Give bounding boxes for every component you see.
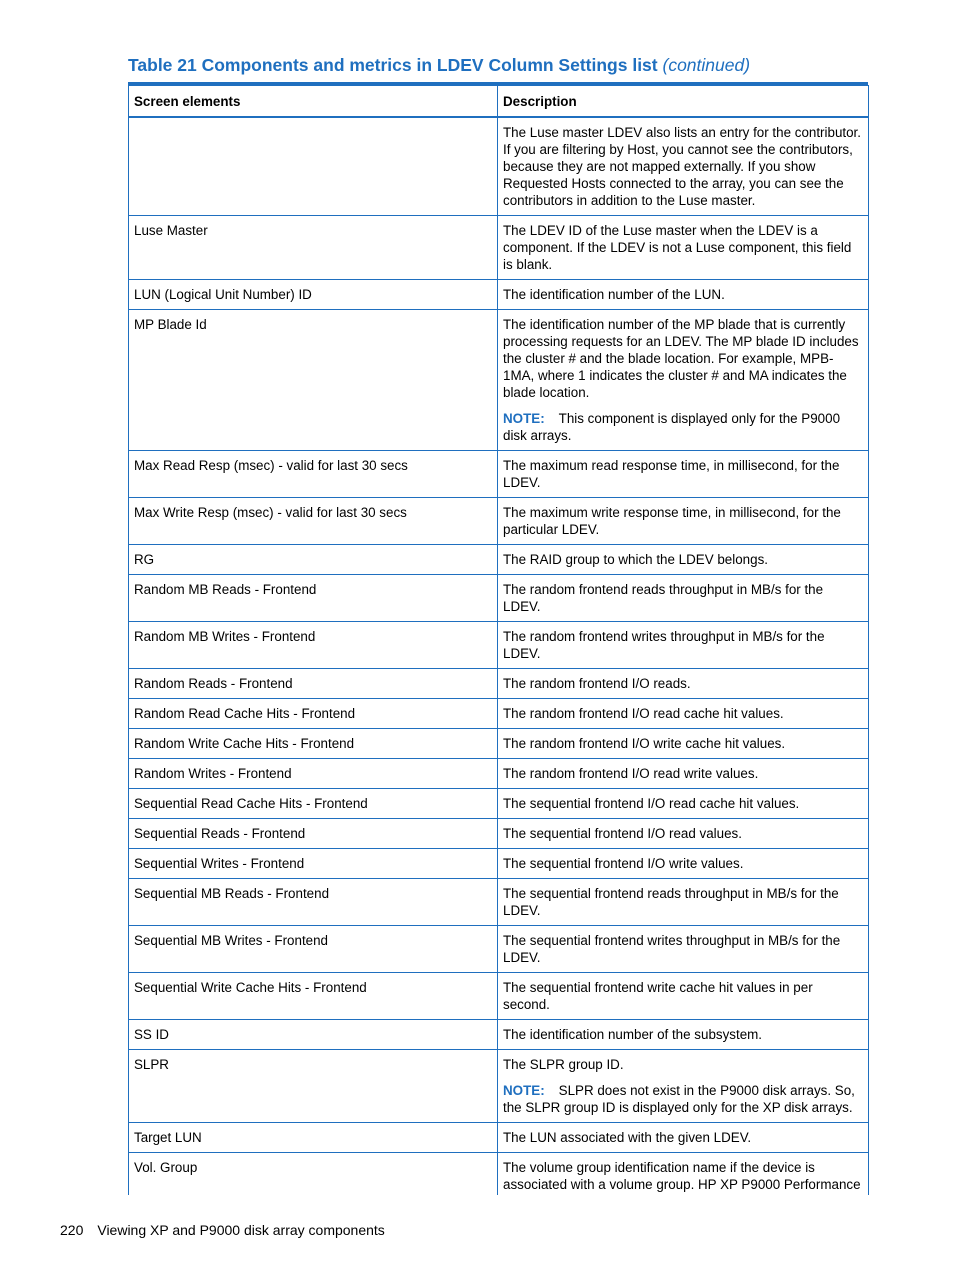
table-row (129, 498, 869, 545)
screen-element-cell (129, 117, 498, 216)
description-cell (498, 1050, 869, 1123)
table-row (129, 759, 869, 789)
table-row (129, 729, 869, 759)
note-text: SLPR does not exist in the P9000 disk arrays. So, the SLPR group ID is displayed only for the XP disk arrays. (503, 1083, 855, 1115)
description-text: The sequential frontend writes throughput in MB/s for the LDEV. (503, 933, 841, 965)
description-cell (498, 819, 869, 849)
table-row (129, 545, 869, 575)
description-cell (498, 498, 869, 545)
description-cell (498, 216, 869, 280)
note-label: NOTE: (503, 411, 545, 426)
description-text: The identification number of the MP blade that is currently processing requests for an LDEV. The MP blade ID includes the cluster # and the blade location. For example, MPB-1MA, where 1 indicates the cluster # and MA indicates the blade location. (503, 317, 859, 400)
page-number: 220 (60, 1222, 84, 1238)
description-cell (498, 926, 869, 973)
page-footer (60, 1222, 385, 1238)
screen-element-cell: Target LUN (129, 1123, 498, 1153)
description-text: The LUN associated with the given LDEV. (503, 1130, 752, 1145)
table-row (129, 973, 869, 1020)
description-text: The random frontend I/O write cache hit values. (503, 736, 786, 751)
description-text: The SLPR group ID. (503, 1057, 624, 1072)
table-row (129, 216, 869, 280)
components-table (128, 85, 869, 1195)
description-cell (498, 699, 869, 729)
table-row (129, 699, 869, 729)
description-cell (498, 622, 869, 669)
description-cell (498, 759, 869, 789)
table-row (129, 451, 869, 498)
footer-section-title: Viewing XP and P9000 disk array components (97, 1222, 385, 1238)
description-cell (498, 849, 869, 879)
table-row (129, 575, 869, 622)
screen-element-cell: SS ID (129, 1020, 498, 1050)
screen-element-cell: Random Writes - Frontend (129, 759, 498, 789)
screen-element-cell: RG (129, 545, 498, 575)
screen-element-cell: Sequential MB Writes - Frontend (129, 926, 498, 973)
note-text: This component is displayed only for the P9000 disk arrays. (503, 411, 841, 443)
description-cell (498, 451, 869, 498)
description-cell (498, 1153, 869, 1196)
screen-element-cell: Sequential Writes - Frontend (129, 849, 498, 879)
screen-element-cell: Max Read Resp (msec) - valid for last 30 secs (129, 451, 498, 498)
description-cell (498, 973, 869, 1020)
screen-element-cell: Sequential Write Cache Hits - Frontend (129, 973, 498, 1020)
table-row (129, 280, 869, 310)
table-row (129, 926, 869, 973)
description-text: The volume group identification name if the device is associated with a volume group. HP XP P9000 Performance (503, 1160, 861, 1192)
header-description: Description (498, 86, 869, 118)
table-row (129, 1153, 869, 1196)
screen-element-cell: SLPR (129, 1050, 498, 1123)
description-cell (498, 1123, 869, 1153)
description-text: The sequential frontend reads throughput in MB/s for the LDEV. (503, 886, 839, 918)
note-label: NOTE: (503, 1083, 545, 1098)
screen-element-cell: MP Blade Id (129, 310, 498, 451)
table-row (129, 622, 869, 669)
table-row (129, 849, 869, 879)
screen-element-cell: Sequential Reads - Frontend (129, 819, 498, 849)
table-row (129, 879, 869, 926)
screen-element-cell: Luse Master (129, 216, 498, 280)
description-text: The random frontend I/O read cache hit values. (503, 706, 784, 721)
description-cell (498, 310, 869, 451)
description-cell (498, 789, 869, 819)
description-text: The sequential frontend I/O read cache hit values. (503, 796, 800, 811)
description-text: The maximum write response time, in millisecond, for the particular LDEV. (503, 505, 841, 537)
description-cell (498, 879, 869, 926)
screen-element-cell: Random Read Cache Hits - Frontend (129, 699, 498, 729)
description-text: The sequential frontend I/O read values. (503, 826, 742, 841)
table-row (129, 1123, 869, 1153)
note (503, 1082, 863, 1116)
description-cell (498, 280, 869, 310)
description-text: The RAID group to which the LDEV belongs. (503, 552, 768, 567)
description-text: The random frontend I/O read write values. (503, 766, 759, 781)
description-text: The sequential frontend write cache hit values in per second. (503, 980, 813, 1012)
description-text: The identification number of the subsystem. (503, 1027, 763, 1042)
screen-element-cell: Vol. Group (129, 1153, 498, 1196)
table-row (129, 310, 869, 451)
components-table-wrapper (128, 82, 868, 1195)
screen-element-cell: Random MB Reads - Frontend (129, 575, 498, 622)
note (503, 410, 863, 444)
table-row (129, 789, 869, 819)
table-row (129, 1050, 869, 1123)
description-text: The identification number of the LUN. (503, 287, 725, 302)
table-row (129, 117, 869, 216)
description-cell (498, 669, 869, 699)
screen-element-cell: Sequential Read Cache Hits - Frontend (129, 789, 498, 819)
description-cell (498, 729, 869, 759)
table-row (129, 819, 869, 849)
description-text: The sequential frontend I/O write values. (503, 856, 744, 871)
screen-element-cell: Random Write Cache Hits - Frontend (129, 729, 498, 759)
description-text: The maximum read response time, in millisecond, for the LDEV. (503, 458, 840, 490)
table-header-row (129, 86, 869, 118)
screen-element-cell: Random Reads - Frontend (129, 669, 498, 699)
table-caption-continued: (continued) (662, 55, 751, 75)
table-row (129, 1020, 869, 1050)
table-body (129, 117, 869, 1195)
description-cell (498, 1020, 869, 1050)
description-cell (498, 545, 869, 575)
table-caption-title: Table 21 Components and metrics in LDEV Column Settings list (128, 55, 658, 75)
description-cell (498, 117, 869, 216)
description-text: The random frontend I/O reads. (503, 676, 691, 691)
screen-element-cell: Sequential MB Reads - Frontend (129, 879, 498, 926)
description-text: The random frontend reads throughput in MB/s for the LDEV. (503, 582, 824, 614)
table-caption (128, 55, 750, 76)
screen-element-cell: LUN (Logical Unit Number) ID (129, 280, 498, 310)
table-row (129, 669, 869, 699)
header-screen-elements: Screen elements (129, 86, 498, 118)
description-text: The LDEV ID of the Luse master when the LDEV is a component. If the LDEV is not a Luse component, this field is blank. (503, 223, 852, 272)
description-text: The Luse master LDEV also lists an entry for the contributor. If you are filtering by Host, you cannot see the contributors, because they are not mapped externally. If you show Requested Hosts connected to the array, you can see the contributors in addition to the Luse master. (503, 125, 861, 208)
screen-element-cell: Random MB Writes - Frontend (129, 622, 498, 669)
screen-element-cell: Max Write Resp (msec) - valid for last 30 secs (129, 498, 498, 545)
description-cell (498, 575, 869, 622)
description-text: The random frontend writes throughput in MB/s for the LDEV. (503, 629, 825, 661)
